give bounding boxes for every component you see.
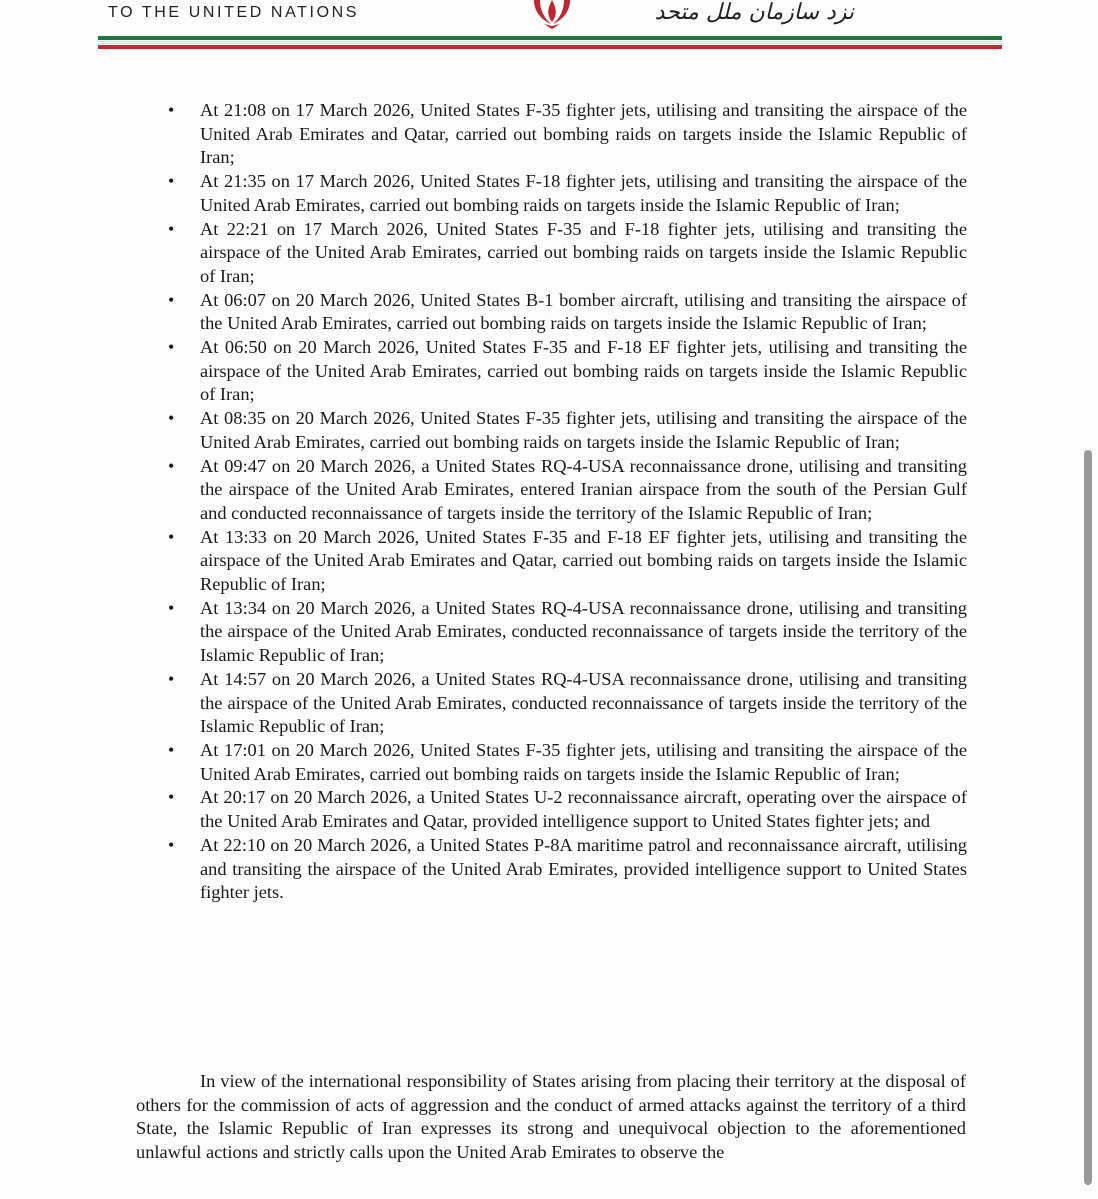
list-item-text: At 13:33 on 20 March 2026, United States F-35 and F-18 EF fighter jets, utilising and transiting the airspace of the United Arab Emirates and Qatar, carried out bombing raids on targets inside the Islamic Republic of Iran;: [200, 526, 967, 595]
bullet-icon: •: [168, 668, 175, 689]
bullet-icon: •: [168, 408, 175, 429]
body-paragraph: In view of the international responsibility of States arising from placing their territory at the disposal of others for the commission of acts of aggression and the conduct of armed attacks against the territory of a third State, the Islamic Republic of Iran expresses its strong and unequivocal objection to the aforementioned unlawful actions and strictly calls upon the United Arab Emirates to observe the: [136, 1071, 966, 1163]
list-item: [165, 526, 967, 597]
mission-title-persian: نزد سازمان ملل متحد: [654, 0, 854, 25]
list-item: [165, 455, 967, 526]
list-item: [165, 407, 967, 454]
list-item: [165, 99, 967, 170]
list-item-text: At 20:17 on 20 March 2026, a United States U-2 reconnaissance aircraft, operating over the airspace of the United Arab Emirates and Qatar, provided intelligence support to United States fighter jets; and: [200, 787, 967, 832]
list-item: [165, 597, 967, 668]
list-item: [165, 786, 967, 833]
list-item: [165, 289, 967, 336]
list-item: [165, 336, 967, 407]
incident-list: [165, 99, 967, 905]
list-item-text: At 09:47 on 20 March 2026, a United States RQ-4-USA reconnaissance drone, utilising and transiting the airspace of the United Arab Emirates, entered Iranian airspace from the south of the Persian Gulf and conducted reconnaissance of targets inside the territory of the Islamic Republic of Iran;: [200, 455, 967, 523]
list-item-text: At 22:10 on 20 March 2026, a United States P-8A maritime patrol and reconnaissance aircraft, utilising and transiting the airspace of the United Arab Emirates, provided intelligence support to United States fighter jets.: [200, 834, 967, 903]
list-item: [165, 739, 967, 786]
iran-emblem-icon: [520, 0, 584, 30]
list-item-text: At 17:01 on 20 March 2026, United States F-35 fighter jets, utilising and transiting the airspace of the United Arab Emirates, carried out bombing raids on targets inside the Islamic Republic of Iran;: [200, 739, 967, 784]
bullet-icon: •: [168, 787, 175, 808]
list-item-text: At 22:21 on 17 March 2026, United States F-35 and F-18 fighter jets, utilising and transiting the airspace of the United Arab Emirates, carried out bombing raids on targets inside the Islamic Republic of Iran;: [200, 218, 967, 286]
bullet-icon: •: [168, 171, 175, 192]
letterhead: [0, 0, 1098, 80]
mission-title: TO THE UNITED NATIONS: [108, 4, 360, 21]
list-item-text: At 06:50 on 20 March 2026, United States F-35 and F-18 EF fighter jets, utilising and transiting the airspace of the United Arab Emirates, carried out bombing raids on targets inside the Islamic Republic of Iran;: [200, 337, 967, 405]
bullet-icon: •: [168, 455, 175, 476]
list-item: [165, 170, 967, 217]
list-item-text: At 21:08 on 17 March 2026, United States F-35 fighter jets, utilising and transiting the airspace of the United Arab Emirates and Qatar, carried out bombing raids on targets inside the Islamic Republic of Iran;: [200, 100, 967, 168]
list-item-text: At 21:35 on 17 March 2026, United States F-18 fighter jets, utilising and transiting the airspace of the United Arab Emirates, carried out bombing raids on targets inside the Islamic Republic of Iran;: [200, 171, 967, 215]
scrollbar[interactable]: [1084, 450, 1092, 1185]
list-item: [165, 834, 967, 905]
list-item-text: At 08:35 on 20 March 2026, United States F-35 fighter jets, utilising and transiting the airspace of the United Arab Emirates, carried out bombing raids on targets inside the Islamic Republic of Iran;: [200, 408, 967, 452]
list-item: [165, 668, 967, 739]
bullet-icon: •: [168, 597, 175, 618]
bullet-icon: •: [168, 526, 175, 547]
header-rule-white: [98, 41, 1002, 44]
bullet-icon: •: [168, 289, 175, 310]
list-item-text: At 06:07 on 20 March 2026, United States B-1 bomber aircraft, utilising and transiting the airspace of the United Arab Emirates, carried out bombing raids on targets inside the Islamic Republic of Iran;: [200, 289, 967, 334]
bullet-icon: •: [168, 218, 175, 239]
bullet-icon: •: [168, 739, 175, 760]
list-item-text: At 13:34 on 20 March 2026, a United States RQ-4-USA reconnaissance drone, utilising and transiting the airspace of the United Arab Emirates, conducted reconnaissance of targets inside the territory of the Islamic Republic of Iran;: [200, 597, 967, 666]
bullet-icon: •: [168, 337, 175, 358]
list-item: [165, 218, 967, 289]
bullet-icon: •: [168, 100, 175, 120]
bullet-icon: •: [168, 834, 175, 855]
header-rule-green: [98, 36, 1002, 40]
header-rule-red: [98, 45, 1002, 49]
list-item-text: At 14:57 on 20 March 2026, a United States RQ-4-USA reconnaissance drone, utilising and transiting the airspace of the United Arab Emirates, conducted reconnaissance of targets inside the territory of the Islamic Republic of Iran;: [200, 668, 967, 737]
